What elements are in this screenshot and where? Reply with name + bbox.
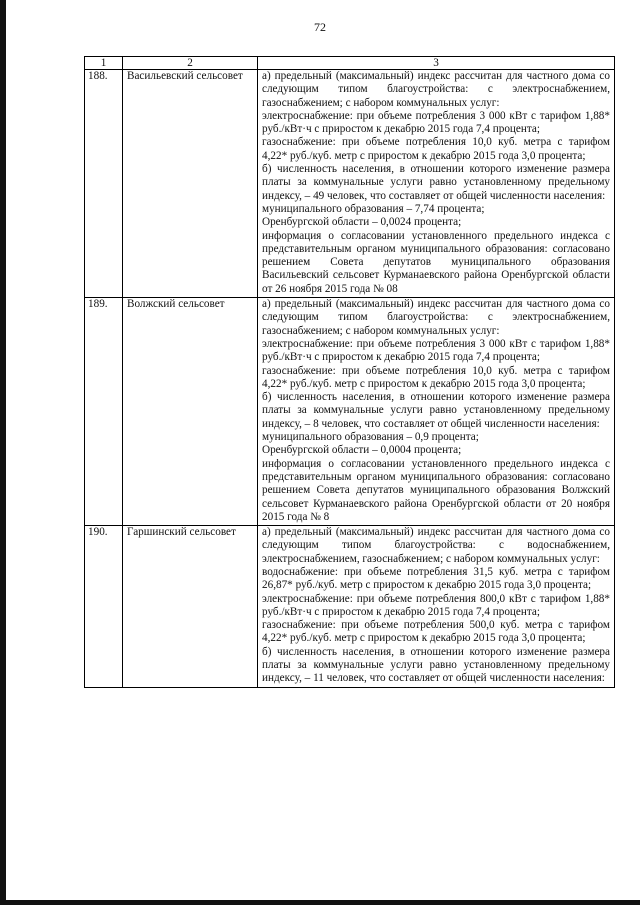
scan-bottom-border bbox=[0, 900, 640, 905]
description-line: Оренбургской области – 0,0024 процента; bbox=[262, 216, 462, 229]
description-line: б) численность населения, в отношении которого изменение размера платы за коммунальные услуги равно установленному предельному индексу, – 8 человек, что составляет от общей численности населения: bbox=[262, 391, 610, 430]
description-line: б) численность населения, в отношении которого изменение размера платы за коммунальные услуги равно установленному предельному индексу, – 49 человек, что составляет от общей численности населения: bbox=[262, 163, 610, 202]
table-row bbox=[85, 526, 615, 688]
column-header-2: 2 bbox=[123, 57, 258, 70]
column-header-3: 3 bbox=[258, 57, 615, 70]
row-description bbox=[258, 298, 615, 526]
row-description bbox=[258, 70, 615, 298]
settlement-name: Волжский сельсовет bbox=[123, 298, 258, 526]
description-line: муниципального образования – 0,9 процента; bbox=[262, 431, 479, 444]
settlement-name: Гаршинский сельсовет bbox=[123, 526, 258, 688]
description-line: электроснабжение: при объеме потребления 800,0 кВт с тарифом 1,88* руб./кВт·ч с приростом к декабрю 2015 года 7,4 процента; bbox=[262, 592, 610, 618]
row-number: 188. bbox=[85, 70, 123, 298]
table-row bbox=[85, 70, 615, 298]
table-header-row bbox=[85, 57, 615, 70]
description-line: муниципального образования – 7,74 процента; bbox=[262, 202, 485, 215]
scan-left-border bbox=[0, 0, 6, 905]
table-row bbox=[85, 298, 615, 526]
column-header-1: 1 bbox=[85, 57, 123, 70]
page-number: 72 bbox=[314, 20, 326, 34]
description-line: информация о согласовании установленного предельного индекса с представительным органом муниципального образования: согласовано решением Совета депутатов муниципального образования Васильевский сельсовет Курманаевского района Оренбургской области от 26 ноября 2015 года № 08 bbox=[262, 229, 610, 295]
description-line: электроснабжение: при объеме потребления 3 000 кВт с тарифом 1,88* руб./кВт·ч с приростом к декабрю 2015 года 7,4 процента; bbox=[262, 337, 610, 364]
description-line: а) предельный (максимальный) индекс рассчитан для частного дома со следующим типом благоустройства: с водоснабжением, электроснабжением, газоснабжением; с набором коммунальных услуг: bbox=[262, 526, 610, 565]
description-line: а) предельный (максимальный) индекс рассчитан для частного дома со следующим типом благоустройства: с электроснабжением, газоснабжением; с набором коммунальных услуг: bbox=[262, 70, 610, 109]
row-number: 189. bbox=[85, 298, 123, 526]
description-line: б) численность населения, в отношении которого изменение размера платы за коммунальные услуги равно установленному предельному индексу, – 11 человек, что составляет от общей численности населения: bbox=[262, 645, 610, 685]
description-line: газоснабжение: при объеме потребления 10,0 куб. метра с тарифом 4,22* руб./куб. метр с приростом к декабрю 2015 года 3,0 процента; bbox=[262, 136, 610, 162]
row-number: 190. bbox=[85, 526, 123, 688]
description-line: Оренбургской области – 0,0004 процента; bbox=[262, 444, 462, 457]
description-line: а) предельный (максимальный) индекс рассчитан для частного дома со следующим типом благоустройства: с электроснабжением, газоснабжением; с набором коммунальных услуг: bbox=[262, 298, 610, 337]
description-line: информация о согласовании установленного предельного индекса с представительным органом муниципального образования: согласовано решением Совета депутатов муниципального образования Волжский сельсовет Курманаевского района Оренбургской области от 20 ноября 2015 года № 8 bbox=[262, 457, 610, 523]
description-line: электроснабжение: при объеме потребления 3 000 кВт с тарифом 1,88* руб./кВт·ч с приростом к декабрю 2015 года 7,4 процента; bbox=[262, 109, 610, 136]
description-line: водоснабжение: при объеме потребления 31,5 куб. метра с тарифом 26,87* руб./куб. метр с приростом к декабрю 2015 года 3,0 процента; bbox=[262, 565, 610, 592]
row-description bbox=[258, 526, 615, 688]
description-line: газоснабжение: при объеме потребления 10,0 куб. метра с тарифом 4,22* руб./куб. метр с приростом к декабрю 2015 года 3,0 процента; bbox=[262, 364, 610, 390]
description-line: газоснабжение: при объеме потребления 500,0 куб. метра с тарифом 4,22* руб./куб. метр с приростом к декабрю 2015 года 3,0 процента; bbox=[262, 619, 610, 645]
settlements-table bbox=[84, 56, 615, 688]
settlement-name: Васильевский сельсовет bbox=[123, 70, 258, 298]
